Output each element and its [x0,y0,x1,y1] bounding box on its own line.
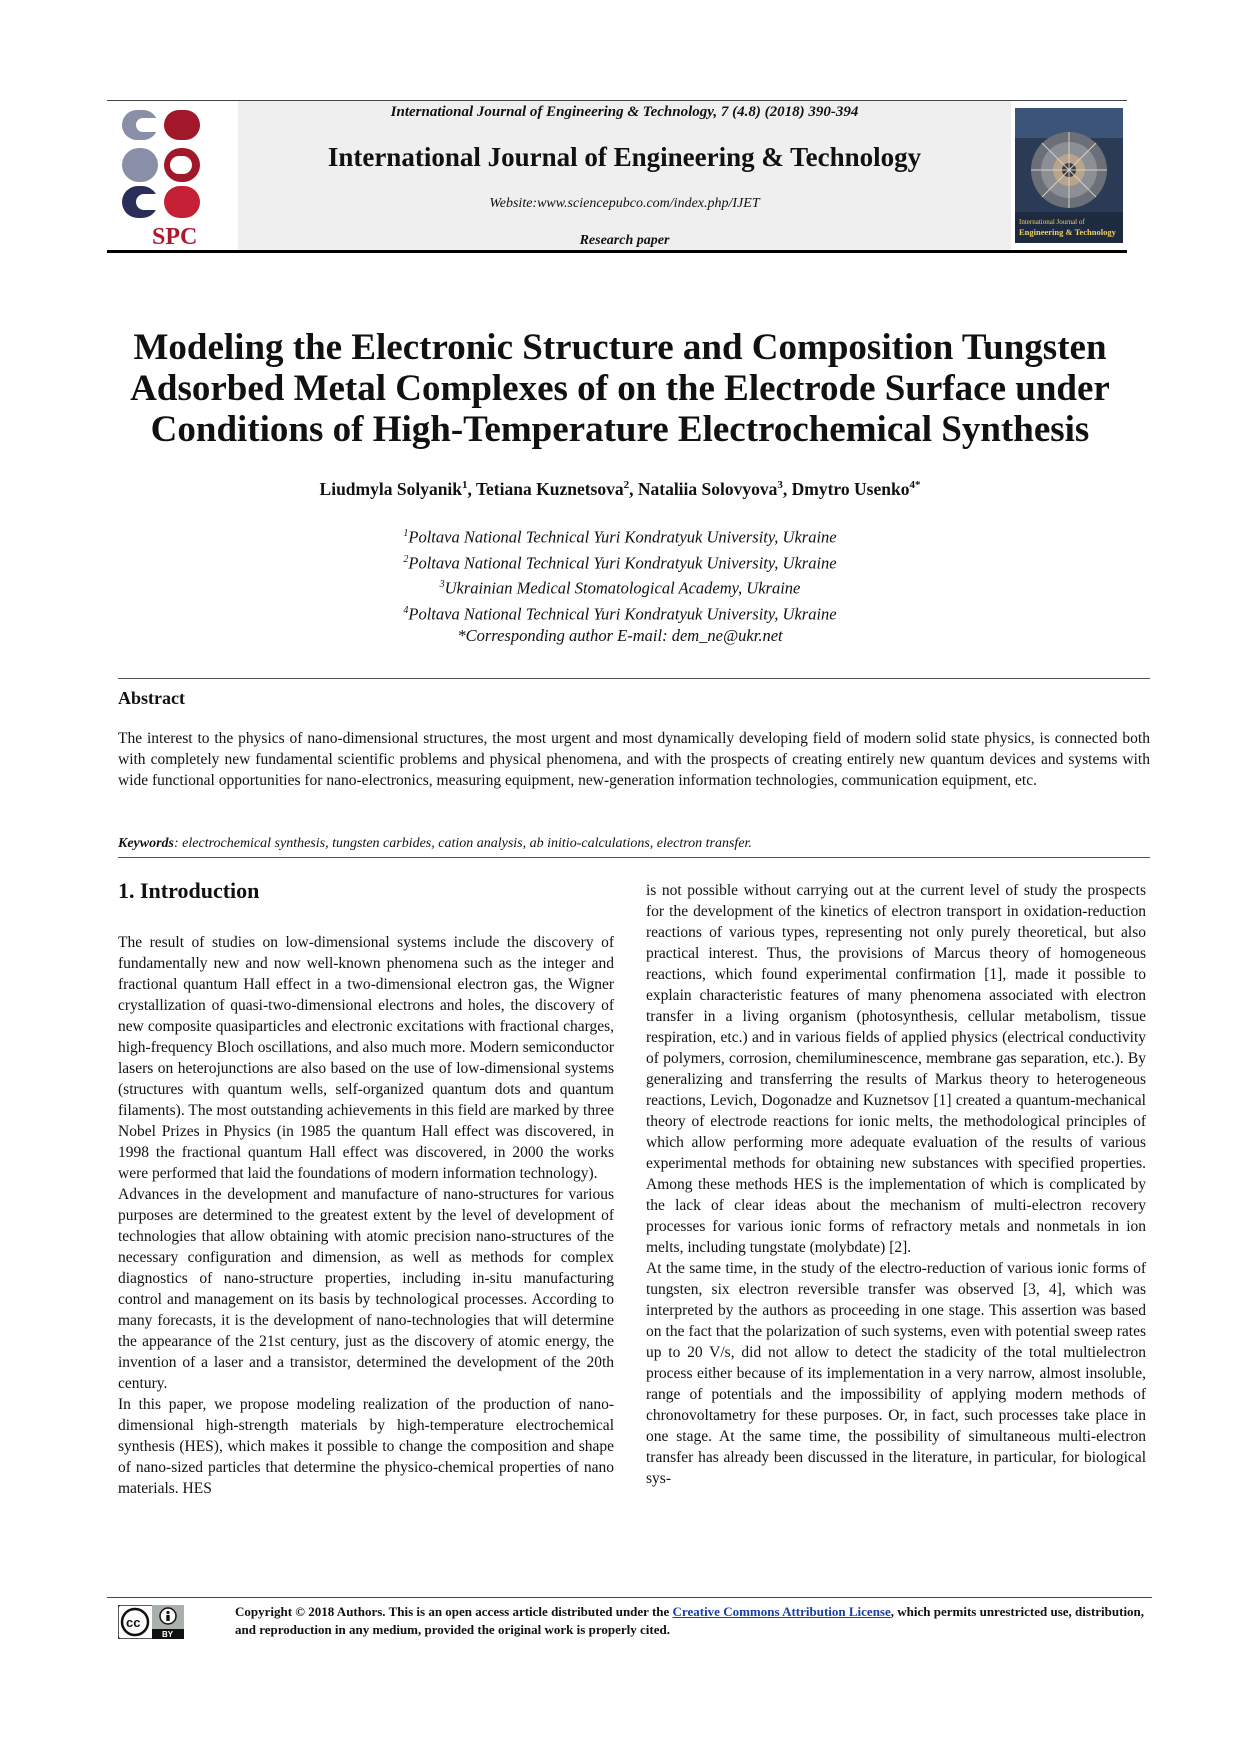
affiliation-sup: 1 [403,528,409,539]
affiliation-list [110,523,1130,647]
section-heading-introduction: 1. Introduction [118,878,260,903]
journal-cover-image [1015,108,1123,243]
body-paragraph: At the same time, in the study of the electro-reduction of various ionic forms of tungsten, six electron reversible transfer was observed [3, 4], which was interpreted by the authors as proceeding in one stage. This assertion was based on the fact that the polarization of such systems, even with potential sweep rates up to 20 V/s, did not allow to detect the stadicity of the total multielectron process either because of its implementation in a very narrow, almost insoluble, range of potentials and the impossibility of applying modern methods of chronovoltametry for these purposes. Or, in fact, such processes take place in one stage. At the same time, the possibility of simultaneous multi-electron transfer has already been discussed in the literature, in particular, for biological sys- [646,1260,1146,1487]
header-top-rule [107,100,1127,101]
title-line: Conditions of High-Temperature Electrochemical Synthesis [150,409,1090,450]
author-name: Dmytro Usenko [791,479,910,499]
copyright-notice [235,1603,1152,1639]
paper-type-label: Research paper [579,233,670,248]
spc-logo-icon [112,108,230,248]
abstract-top-rule [118,678,1150,679]
author-list: Liudmyla Solyanik$^1$, Tetiana Kuznetsova$^2$, Nataliia Solovyova$^3$, Dmytro Usenko$^{4*}$ [319,479,921,499]
affiliation-text: Poltava National Technical Yuri Kondratyuk University, Ukraine [408,527,837,547]
header-bottom-rule [107,250,1127,253]
keywords-bottom-rule [118,857,1150,858]
body-paragraph: is not possible without carrying out at the current level of study the prospects for the development of the kinetics of electron transport in oxidation-reduction reactions of various types, representing not only purely theoretical, but also practical interest. Thus, the provisions of Marcus theory of homogeneous reactions, which found experimental confirmation [1], made it possible to explain characteristic features of many phenomena associated with electron transfer in a living organism (photosynthesis, cellular metabolism, tissue respiration, etc.) and in various fields of applied physics (electrical conductivity of polymers, corrosion, chemiluminescence, membrane gas separation, etc.). By generalizing and transferring the results of Markus theory to heterogeneous reactions, Levich, Dogonadze and Kuznetsov [1] created a quantum-mechanical theory of electrode reactions for ionic melts, the methodological principles of which allow performing more adequate evaluation of the results of various experimental methods for obtaining new substances with specified properties. Among these methods HES is the implementation of which is complicated by the lack of clear ideas about the mechanism of multi-electron recovery processes for various ionic forms of refractory metals and nonmetals in ion melts, including tungstate (molybdate) [2]. [646,882,1146,1256]
journal-citation: International Journal of Engineering & Technology, 7 (4.8) (2018) 390-394 [390,104,859,120]
cc-by-license-icon[interactable] [118,1605,184,1639]
affiliation-text: Poltava National Technical Yuri Kondratyuk University, Ukraine [408,553,837,572]
keywords-text: : electrochemical synthesis, tungsten carbides, cation analysis, ab initio-calculations, electron transfer. [174,836,752,851]
author-sup: 1 [462,479,468,492]
right-column [646,880,1146,1489]
left-column [118,932,614,1499]
affiliation [110,600,1130,626]
affiliation [110,549,1130,575]
logo-text: SPC [152,224,198,248]
journal-website-link[interactable]: Website:www.sciencepubco.com/index.php/IJET [489,196,760,211]
license-link[interactable]: Creative Commons Attribution License [672,1604,891,1619]
body-paragraph: Advances in the development and manufacture of nano-structures for various purposes are determined to the greatest extent by the level of development of technologies that allow obtaining with atomic precision nano-structures of the necessary configuration and dimension, as well as methods for complex diagnostics of nano-structure properties, including in-situ manufacturing control and management on its basis by technological processes. According to many forecasts, it is the development of nano-technologies that will determine the appearance of the 21st century, just as the discovery of atomic energy, the invention of a laser and a transistor, determined the development of the 20th century. [118,1186,614,1392]
abstract-text: The interest to the physics of nano-dimensional structures, the most urgent and most dynamically developing field of modern solid state physics, is connected both with completely new fundamental scientific problems and physical phenomena, and with the prospects of creating entirely new quantum devices and systems with wide functional opportunities for nano-electronics, measuring equipment, new-generation information technologies, communication equipment, etc. [118,730,1150,789]
header-background [238,101,1011,250]
footer-rule [107,1597,1152,1598]
affiliation-sup: 2 [403,553,409,565]
affiliation-sup: 4 [403,604,409,616]
cover-caption-line1: International Journal of [1019,218,1085,226]
abstract-heading: Abstract [118,688,185,708]
body-paragraph: The result of studies on low-dimensional systems include the discovery of fundamentally new and now well-known phenomena such as the integer and fractional quantum Hall effect in a two-dimensional electron gas, the Wigner crystallization of quasi-two-dimensional electrons and holes, the discovery of new composite quasiparticles and electronic excitations with fractional charges, high-frequency Bloch oscillations, and also much more. Modern semiconductor lasers on heterojunctions are also based on the use of low-dimensional systems (structures with quantum wells, self-organized quantum dots and quantum filaments). The most outstanding achievements in this field are marked by three Nobel Prizes in Physics (in 1985 the quantum Hall effect was discovered, in 1998 the fractional quantum Hall effect was discovered, in 2000 the works were performed that laid the foundations of modern information technology). [118,934,614,1182]
author-sup: 2 [623,479,630,492]
author-sup: 4* [909,479,921,492]
affiliation-sup: 3 [439,579,445,590]
paper-title [110,327,1130,450]
cc-label: cc [126,1615,141,1630]
copyright-text: Copyright © 2018 Authors. This is an open access article distributed under the [235,1604,673,1619]
title-line: Adsorbed Metal Complexes of on the Electrode Surface under [130,368,1110,409]
author-name: Nataliia Solovyova [637,479,778,499]
author-name: Tetiana Kuznetsova [475,479,624,499]
author-sup: 3 [777,479,783,492]
copyright-text: , which permits unrestricted use, distribution, and reproduction in any medium, provided the original work is properly cited. [235,1604,1145,1637]
affiliation-text: Poltava National Technical Yuri Kondratyuk University, Ukraine [408,604,837,623]
author-name: Liudmyla Solyanik [319,479,463,499]
journal-title: International Journal of Engineering & Technology [327,142,922,172]
affiliation [110,574,1130,600]
corresponding-author: *Corresponding author E-mail: dem_ne@ukr.net [457,626,783,645]
keywords-label: Keywords [118,836,174,851]
keywords [118,836,1150,852]
cover-caption-line2: Engineering & Technology [1019,227,1116,237]
by-label: BY [162,1630,174,1639]
title-line: Modeling the Electronic Structure and Composition Tungsten [133,327,1107,368]
body-paragraph: In this paper, we propose modeling realization of the production of nano-dimensional high-strength materials by high-temperature electrochemical synthesis (HES), which makes it possible to change the composition and shape of nano-sized particles that determine the physico-chemical properties of nano materials. HES [118,1396,614,1497]
affiliation [110,523,1130,549]
affiliation-text: Ukrainian Medical Stomatological Academy, Ukraine [444,578,801,598]
